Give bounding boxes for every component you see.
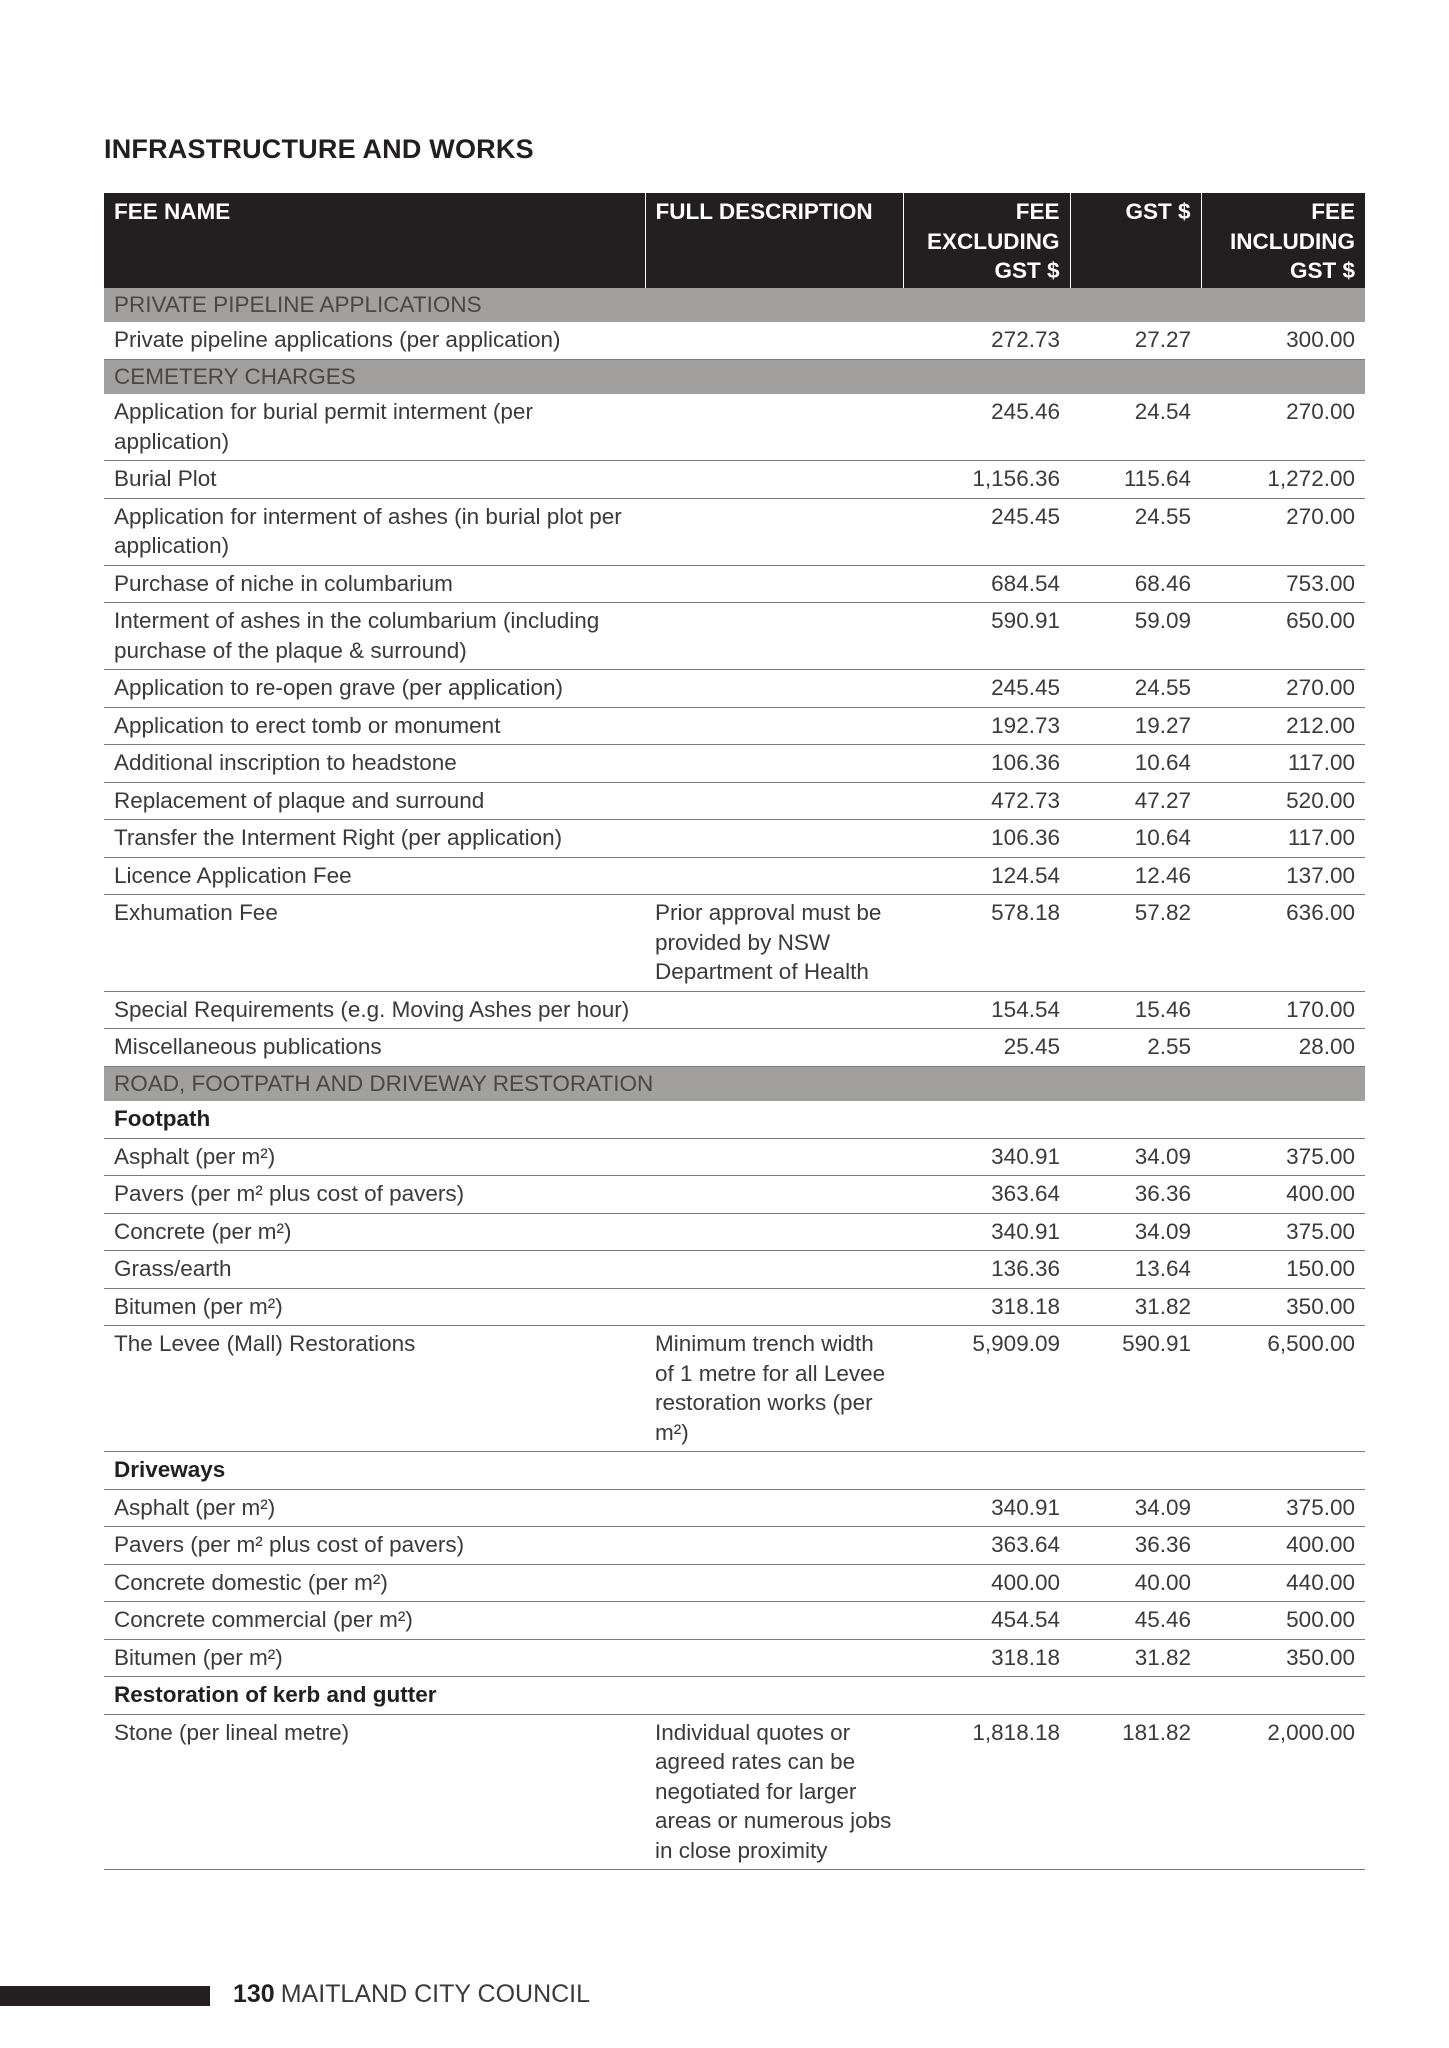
category-row — [104, 359, 1365, 394]
fee-name-cell: Pavers (per m² plus cost of pavers) — [104, 1527, 645, 1565]
table-row — [104, 745, 1365, 783]
fee-name-cell: Application to erect tomb or monument — [104, 707, 645, 745]
subheading-row — [104, 1452, 1365, 1490]
fee-including-gst-cell: 520.00 — [1201, 782, 1365, 820]
gst-cell: 10.64 — [1070, 820, 1201, 858]
table-row — [104, 895, 1365, 992]
fee-excluding-gst-cell: 245.45 — [903, 498, 1070, 565]
fee-name-cell: Miscellaneous publications — [104, 1029, 645, 1067]
fee-excluding-gst-cell: 192.73 — [903, 707, 1070, 745]
description-cell — [645, 498, 903, 565]
table-row — [104, 1213, 1365, 1251]
gst-cell: 24.54 — [1070, 394, 1201, 461]
description-cell: Minimum trench width of 1 metre for all Levee restoration works (per m²) — [645, 1326, 903, 1452]
table-row — [104, 1714, 1365, 1870]
fee-name-cell: Transfer the Interment Right (per application) — [104, 820, 645, 858]
fee-excluding-gst-cell: 136.36 — [903, 1251, 1070, 1289]
description-cell — [645, 603, 903, 670]
header-fee-name: FEE NAME — [104, 193, 645, 288]
gst-cell: 45.46 — [1070, 1602, 1201, 1640]
fee-including-gst-cell: 636.00 — [1201, 895, 1365, 992]
page-footer — [233, 1980, 590, 2009]
fee-name-cell: Application to re-open grave (per application) — [104, 670, 645, 708]
description-cell — [645, 857, 903, 895]
gst-cell: 12.46 — [1070, 857, 1201, 895]
fee-including-gst-cell: 300.00 — [1201, 322, 1365, 359]
fee-name-cell: Bitumen (per m²) — [104, 1639, 645, 1677]
category-row — [104, 1066, 1365, 1101]
fee-excluding-gst-cell: 400.00 — [903, 1564, 1070, 1602]
description-cell — [645, 1489, 903, 1527]
table-row — [104, 1527, 1365, 1565]
table-row — [104, 857, 1365, 895]
fee-name-cell: Grass/earth — [104, 1251, 645, 1289]
fee-excluding-gst-cell: 106.36 — [903, 745, 1070, 783]
footer-bar — [0, 1986, 210, 2006]
category-row — [104, 288, 1365, 323]
description-cell — [645, 565, 903, 603]
fee-excluding-gst-cell: 5,909.09 — [903, 1326, 1070, 1452]
fee-name-cell: Replacement of plaque and surround — [104, 782, 645, 820]
description-cell — [645, 461, 903, 499]
fee-name-cell: Concrete domestic (per m²) — [104, 1564, 645, 1602]
fee-name-cell: Exhumation Fee — [104, 895, 645, 992]
table-row — [104, 1564, 1365, 1602]
table-row — [104, 565, 1365, 603]
fee-including-gst-cell: 117.00 — [1201, 820, 1365, 858]
fee-including-gst-cell: 350.00 — [1201, 1288, 1365, 1326]
fee-excluding-gst-cell: 340.91 — [903, 1138, 1070, 1176]
gst-cell: 34.09 — [1070, 1138, 1201, 1176]
fee-including-gst-cell: 270.00 — [1201, 394, 1365, 461]
fee-including-gst-cell: 375.00 — [1201, 1213, 1365, 1251]
header-gst: GST $ — [1070, 193, 1201, 288]
description-cell — [645, 1527, 903, 1565]
fee-including-gst-cell: 400.00 — [1201, 1176, 1365, 1214]
table-row — [104, 1326, 1365, 1452]
subheading-row — [104, 1101, 1365, 1138]
fee-name-cell: Asphalt (per m²) — [104, 1489, 645, 1527]
fee-excluding-gst-cell: 245.45 — [903, 670, 1070, 708]
description-cell — [645, 322, 903, 359]
fee-excluding-gst-cell: 590.91 — [903, 603, 1070, 670]
gst-cell: 47.27 — [1070, 782, 1201, 820]
fee-name-cell: Asphalt (per m²) — [104, 1138, 645, 1176]
table-row — [104, 1176, 1365, 1214]
table-header-row — [104, 193, 1365, 288]
fee-name-cell: Private pipeline applications (per application) — [104, 322, 645, 359]
table-row — [104, 603, 1365, 670]
gst-cell: 34.09 — [1070, 1213, 1201, 1251]
description-cell: Individual quotes or agreed rates can be negotiated for larger areas or numerous jobs in close proximity — [645, 1714, 903, 1870]
table-row — [104, 707, 1365, 745]
gst-cell: 24.55 — [1070, 498, 1201, 565]
fee-excluding-gst-cell: 684.54 — [903, 565, 1070, 603]
header-full-description: FULL DESCRIPTION — [645, 193, 903, 288]
table-row — [104, 782, 1365, 820]
fee-name-cell: Concrete commercial (per m²) — [104, 1602, 645, 1640]
table-row — [104, 991, 1365, 1029]
organisation-name: MAITLAND CITY COUNCIL — [280, 1980, 591, 2008]
subheading-label: Restoration of kerb and gutter — [104, 1677, 1365, 1715]
fee-including-gst-cell: 212.00 — [1201, 707, 1365, 745]
gst-cell: 590.91 — [1070, 1326, 1201, 1452]
fee-excluding-gst-cell: 106.36 — [903, 820, 1070, 858]
fee-name-cell: Special Requirements (e.g. Moving Ashes per hour) — [104, 991, 645, 1029]
fee-name-cell: Interment of ashes in the columbarium (including purchase of the plaque & surround) — [104, 603, 645, 670]
subheading-label: Footpath — [104, 1101, 1365, 1138]
fee-including-gst-cell: 137.00 — [1201, 857, 1365, 895]
category-label: PRIVATE PIPELINE APPLICATIONS — [104, 288, 1365, 323]
table-row — [104, 322, 1365, 359]
fee-including-gst-cell: 117.00 — [1201, 745, 1365, 783]
fee-excluding-gst-cell: 578.18 — [903, 895, 1070, 992]
gst-cell: 34.09 — [1070, 1489, 1201, 1527]
description-cell — [645, 707, 903, 745]
fee-name-cell: Burial Plot — [104, 461, 645, 499]
fee-excluding-gst-cell: 318.18 — [903, 1639, 1070, 1677]
table-row — [104, 670, 1365, 708]
fee-including-gst-cell: 650.00 — [1201, 603, 1365, 670]
fee-excluding-gst-cell: 363.64 — [903, 1527, 1070, 1565]
fee-including-gst-cell: 350.00 — [1201, 1639, 1365, 1677]
description-cell — [645, 1251, 903, 1289]
fee-excluding-gst-cell: 124.54 — [903, 857, 1070, 895]
category-label: ROAD, FOOTPATH AND DRIVEWAY RESTORATION — [104, 1066, 1365, 1101]
gst-cell: 15.46 — [1070, 991, 1201, 1029]
table-body — [104, 288, 1365, 1870]
table-row — [104, 1138, 1365, 1176]
fee-name-cell: Additional inscription to headstone — [104, 745, 645, 783]
fee-name-cell: Application for burial permit interment (per application) — [104, 394, 645, 461]
header-fee-including-gst: FEE INCLUDING GST $ — [1201, 193, 1365, 288]
description-cell — [645, 1564, 903, 1602]
description-cell — [645, 820, 903, 858]
gst-cell: 181.82 — [1070, 1714, 1201, 1870]
table-row — [104, 1489, 1365, 1527]
table-row — [104, 1251, 1365, 1289]
fee-including-gst-cell: 270.00 — [1201, 670, 1365, 708]
description-cell — [645, 1288, 903, 1326]
gst-cell: 31.82 — [1070, 1288, 1201, 1326]
fee-including-gst-cell: 500.00 — [1201, 1602, 1365, 1640]
table-row — [104, 1639, 1365, 1677]
fee-excluding-gst-cell: 1,818.18 — [903, 1714, 1070, 1870]
gst-cell: 40.00 — [1070, 1564, 1201, 1602]
table-row — [104, 820, 1365, 858]
gst-cell: 10.64 — [1070, 745, 1201, 783]
fee-including-gst-cell: 6,500.00 — [1201, 1326, 1365, 1452]
gst-cell: 19.27 — [1070, 707, 1201, 745]
table-row — [104, 1602, 1365, 1640]
description-cell: Prior approval must be provided by NSW Department of Health — [645, 895, 903, 992]
gst-cell: 59.09 — [1070, 603, 1201, 670]
gst-cell: 24.55 — [1070, 670, 1201, 708]
gst-cell: 115.64 — [1070, 461, 1201, 499]
fees-table — [104, 193, 1365, 1870]
header-fee-excluding-gst: FEE EXCLUDING GST $ — [903, 193, 1070, 288]
fee-including-gst-cell: 1,272.00 — [1201, 461, 1365, 499]
fee-name-cell: Stone (per lineal metre) — [104, 1714, 645, 1870]
subheading-label: Driveways — [104, 1452, 1365, 1490]
description-cell — [645, 1213, 903, 1251]
fee-excluding-gst-cell: 25.45 — [903, 1029, 1070, 1067]
fee-excluding-gst-cell: 363.64 — [903, 1176, 1070, 1214]
gst-cell: 31.82 — [1070, 1639, 1201, 1677]
fee-name-cell: Application for interment of ashes (in burial plot per application) — [104, 498, 645, 565]
fee-including-gst-cell: 375.00 — [1201, 1138, 1365, 1176]
fee-excluding-gst-cell: 154.54 — [903, 991, 1070, 1029]
fee-excluding-gst-cell: 340.91 — [903, 1489, 1070, 1527]
description-cell — [645, 991, 903, 1029]
table-row — [104, 498, 1365, 565]
fee-including-gst-cell: 753.00 — [1201, 565, 1365, 603]
fee-including-gst-cell: 28.00 — [1201, 1029, 1365, 1067]
fee-excluding-gst-cell: 454.54 — [903, 1602, 1070, 1640]
gst-cell: 27.27 — [1070, 322, 1201, 359]
fee-name-cell: Bitumen (per m²) — [104, 1288, 645, 1326]
fee-name-cell: Licence Application Fee — [104, 857, 645, 895]
fee-excluding-gst-cell: 472.73 — [903, 782, 1070, 820]
description-cell — [645, 394, 903, 461]
description-cell — [645, 1029, 903, 1067]
table-row — [104, 461, 1365, 499]
description-cell — [645, 782, 903, 820]
description-cell — [645, 1602, 903, 1640]
fee-including-gst-cell: 375.00 — [1201, 1489, 1365, 1527]
fee-name-cell: Pavers (per m² plus cost of pavers) — [104, 1176, 645, 1214]
category-label: CEMETERY CHARGES — [104, 359, 1365, 394]
fee-name-cell: Concrete (per m²) — [104, 1213, 645, 1251]
fee-including-gst-cell: 400.00 — [1201, 1527, 1365, 1565]
fee-excluding-gst-cell: 245.46 — [903, 394, 1070, 461]
description-cell — [645, 1639, 903, 1677]
section-title: INFRASTRUCTURE AND WORKS — [104, 134, 534, 164]
fee-name-cell: The Levee (Mall) Restorations — [104, 1326, 645, 1452]
description-cell — [645, 1138, 903, 1176]
table-row — [104, 1029, 1365, 1067]
page-number: 130 — [233, 1980, 275, 2008]
table-row — [104, 1288, 1365, 1326]
fee-name-cell: Purchase of niche in columbarium — [104, 565, 645, 603]
table-row — [104, 394, 1365, 461]
fee-excluding-gst-cell: 272.73 — [903, 322, 1070, 359]
fee-including-gst-cell: 270.00 — [1201, 498, 1365, 565]
fee-excluding-gst-cell: 1,156.36 — [903, 461, 1070, 499]
fee-including-gst-cell: 2,000.00 — [1201, 1714, 1365, 1870]
fee-excluding-gst-cell: 340.91 — [903, 1213, 1070, 1251]
gst-cell: 36.36 — [1070, 1527, 1201, 1565]
fee-including-gst-cell: 440.00 — [1201, 1564, 1365, 1602]
fee-excluding-gst-cell: 318.18 — [903, 1288, 1070, 1326]
subheading-row — [104, 1677, 1365, 1715]
description-cell — [645, 1176, 903, 1214]
gst-cell: 13.64 — [1070, 1251, 1201, 1289]
description-cell — [645, 670, 903, 708]
description-cell — [645, 745, 903, 783]
gst-cell: 57.82 — [1070, 895, 1201, 992]
fee-including-gst-cell: 170.00 — [1201, 991, 1365, 1029]
fee-including-gst-cell: 150.00 — [1201, 1251, 1365, 1289]
gst-cell: 68.46 — [1070, 565, 1201, 603]
gst-cell: 36.36 — [1070, 1176, 1201, 1214]
gst-cell: 2.55 — [1070, 1029, 1201, 1067]
